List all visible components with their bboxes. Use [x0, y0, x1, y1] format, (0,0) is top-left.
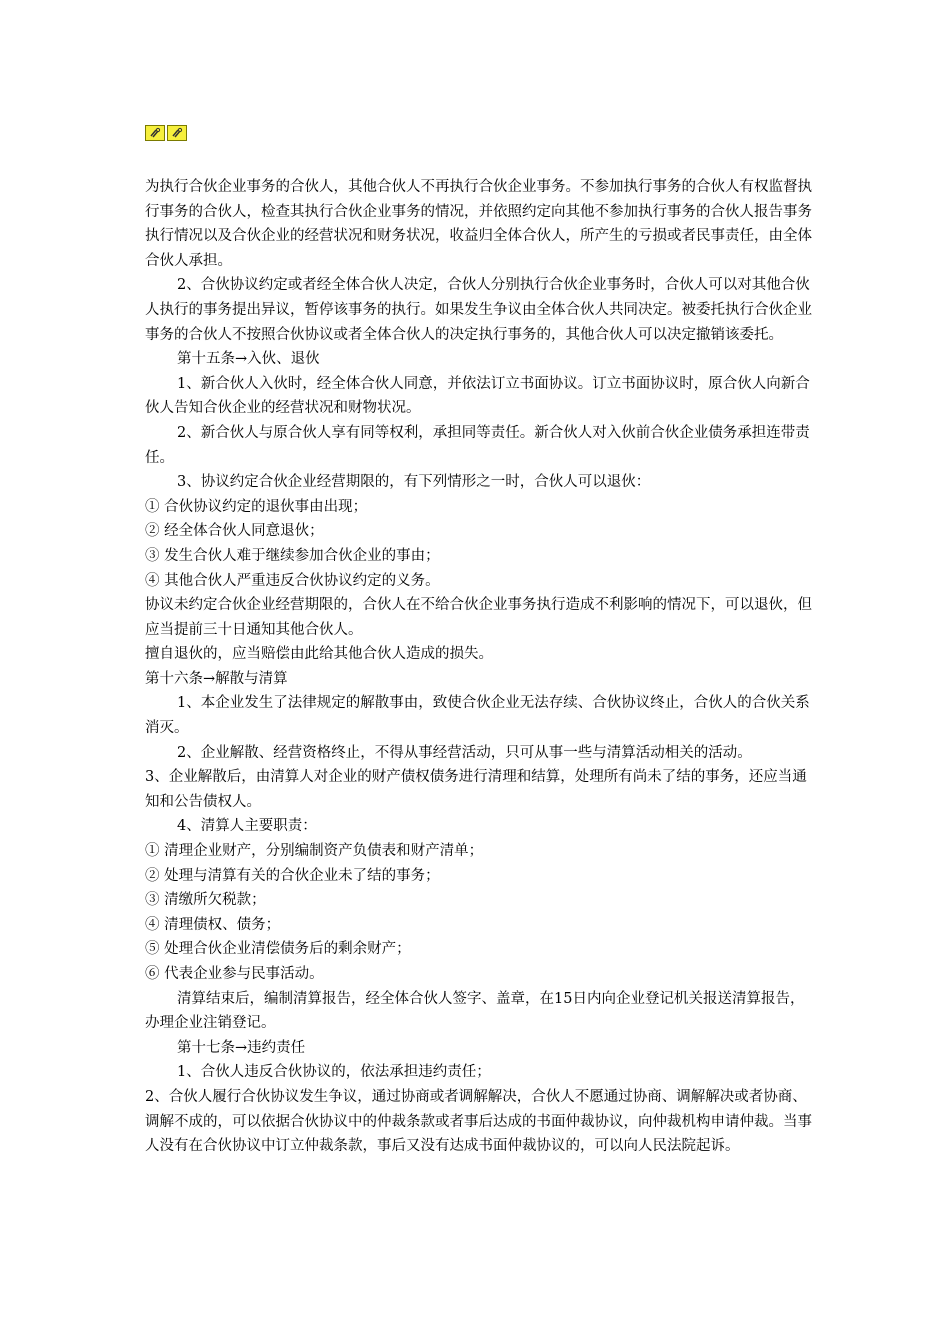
- section-heading: 第十七条→违约责任: [177, 1039, 306, 1056]
- paragraph: 1、新合伙人入伙时，经全体合伙人同意，并依法订立书面协议。订立书面协议时，原合伙人向新合伙人告知合伙企业的经营状况和财物状况。: [145, 375, 810, 417]
- list-item: ⑥ 代表企业参与民事活动。: [145, 966, 324, 982]
- paragraph: 2、新合伙人与原合伙人享有同等权利，承担同等责任。新合伙人对入伙前合伙企业债务承担连带责任。: [145, 424, 810, 466]
- list-item: ③ 发生合伙人难于继续参加合伙企业的事由；: [145, 547, 440, 564]
- paragraph: 2、合伙人履行合伙协议发生争议，通过协商或者调解解决，合伙人不愿通过协商、调解解决或者协商、调解不成的，可以依据合伙协议中的仲裁条款或者事后达成的书面仲裁协议，向仲裁机构申请仲裁。当事人没有在合伙协议中订立仲裁条款，事后又没有达成书面仲裁协议的，可以向人民法院起诉。: [145, 1088, 812, 1155]
- section-heading: 第十五条→入伙、退伙: [177, 351, 320, 368]
- list-item: ④ 清理债权、债务；: [145, 916, 281, 933]
- link-icon[interactable]: [167, 125, 187, 141]
- list-item: ③ 清缴所欠税款；: [145, 892, 266, 909]
- paragraph: 2、合伙协议约定或者经全体合伙人决定，合伙人分别执行合伙企业事务时，合伙人可以对其他合伙人执行的事务提出异议，暂停该事务的执行。如果发生争议由全体合伙人共同决定。被委托执行合伙企业事务的合伙人不按照合伙协议或者全体合伙人的决定执行事务的，其他合伙人可以决定撤销该委托。: [145, 277, 812, 343]
- list-item: ① 合伙协议约定的退伙事由出现；: [145, 498, 368, 515]
- paragraph: 擅自退伙的，应当赔偿由此给其他合伙人造成的损失。: [145, 646, 493, 663]
- paragraph: 4、清算人主要职责：: [177, 818, 317, 835]
- paragraph: 1、合伙人违反合伙协议的，依法承担违约责任；: [177, 1064, 491, 1081]
- list-item: ② 经全体合伙人同意退伙；: [145, 523, 324, 540]
- field-badges: [145, 125, 187, 141]
- link-icon[interactable]: [145, 125, 165, 141]
- paragraph: 清算结束后，编制清算报告，经全体合伙人签字、盖章，在15日内向企业登记机关报送清算报告，办理企业注销登记。: [145, 990, 805, 1032]
- list-item: ④ 其他合伙人严重违反合伙协议约定的义务。: [145, 572, 440, 589]
- paragraph: 为执行合伙企业事务的合伙人，其他合伙人不再执行合伙企业事务。不参加执行事务的合伙人有权监督执行事务的合伙人，检查其执行合伙企业事务的情况，并依照约定向其他不参加执行事务的合伙人报告事务执行情况以及合伙企业的经营状况和财务状况，收益归全体合伙人，所产生的亏损或者民事责任，由全体合伙人承担。: [145, 179, 812, 269]
- paragraph: 协议未约定合伙企业经营期限的，合伙人在不给合伙企业事务执行造成不利影响的情况下，可以退伙，但应当提前三十日通知其他合伙人。: [145, 597, 812, 638]
- list-item: ① 清理企业财产，分别编制资产负债表和财产清单；: [145, 843, 484, 860]
- list-item: ② 处理与清算有关的合伙企业未了结的事务；: [145, 867, 440, 884]
- paragraph: 1、本企业发生了法律规定的解散事由，致使合伙企业无法存续、合伙协议终止，合伙人的合伙关系消灭。: [145, 695, 810, 737]
- list-item: ⑤ 处理合伙企业清偿债务后的剩余财产；: [145, 941, 411, 958]
- paragraph: 3、协议约定合伙企业经营期限的，有下列情形之一时，合伙人可以退伙：: [177, 474, 651, 491]
- section-heading: 第十六条→解散与清算: [145, 670, 288, 687]
- paragraph: 2、企业解散、经营资格终止，不得从事经营活动，只可从事一些与清算活动相关的活动。: [177, 744, 752, 761]
- document-body: [145, 175, 815, 1159]
- paragraph: 3、企业解散后，由清算人对企业的财产债权债务进行清理和结算，处理所有尚未了结的事务，还应当通知和公告债权人。: [145, 769, 807, 810]
